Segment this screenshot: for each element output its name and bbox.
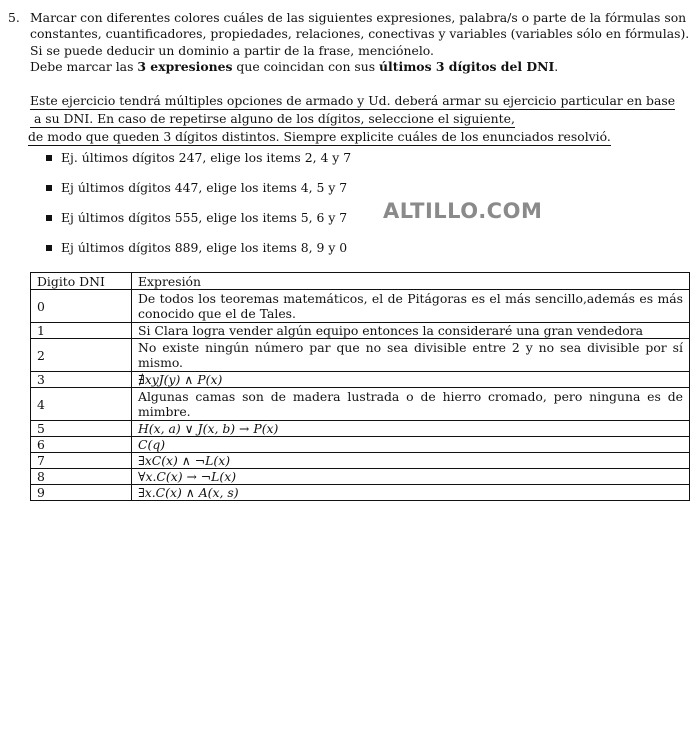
table-cell-expression: ∀x.C(x) → ¬L(x)	[132, 469, 690, 485]
instructions-line-1: Este ejercicio tendrá múltiples opciones de armado y Ud. deberá armar su ejercicio particular en base	[30, 93, 676, 108]
watermark: ALTILLO.COM	[383, 199, 543, 223]
table-cell-digit: 1	[31, 323, 132, 339]
table-cell-digit: 3	[31, 372, 132, 388]
table-cell-digit: 6	[31, 437, 132, 453]
bullet-icon	[46, 185, 52, 191]
table-cell-expression: C(q)	[132, 437, 690, 453]
table-cell-digit: 2	[31, 339, 132, 372]
question-bold-expresiones: 3 expresiones	[137, 59, 233, 75]
table-cell-digit: 4	[31, 388, 132, 421]
example-item	[46, 240, 347, 255]
table-cell-expression: ∃xC(x) ∧ ¬L(x)	[132, 453, 690, 469]
table-row	[31, 372, 690, 388]
table-header-row	[31, 273, 690, 290]
table-cell-expression: ∄xyJ(y) ∧ P(x)	[132, 372, 690, 388]
bullet-icon	[46, 155, 52, 161]
table-cell-digit: 0	[31, 290, 132, 323]
question-text	[30, 10, 692, 76]
example-text: Ej últimos dígitos 889, elige los items 8, 9 y 0	[61, 240, 348, 255]
table-cell-expression: Algunas camas son de madera lustrada o de hierro cromado, pero ninguna es de mimbre.	[132, 388, 690, 421]
example-text: Ej últimos dígitos 447, elige los items 4, 5 y 7	[61, 180, 348, 195]
table-header-digit: Digito DNI	[31, 273, 132, 290]
table-row	[31, 469, 690, 485]
bullet-icon	[46, 245, 52, 251]
example-item	[46, 210, 347, 225]
instructions-line-3: de modo que queden 3 dígitos distintos. Siempre explicite cuáles de los enunciados resolvió.	[28, 129, 611, 144]
table-cell-digit: 8	[31, 469, 132, 485]
question-number: 5.	[8, 10, 20, 25]
example-item	[46, 180, 347, 195]
table-row	[31, 453, 690, 469]
question-line-2: constantes, cuantificadores, propiedades, relaciones, conectivas y variables (variables sólo en fórmulas).	[30, 26, 690, 42]
table-header-expression: Expresión	[132, 273, 690, 290]
question-line-4-pre: Debe marcar las	[30, 59, 138, 75]
example-text: Ej. últimos dígitos 247, elige los items 2, 4 y 7	[61, 150, 352, 165]
question-line-4	[30, 59, 692, 75]
dni-expression-table	[30, 272, 690, 501]
table-cell-digit: 9	[31, 485, 132, 501]
table-cell-digit: 5	[31, 421, 132, 437]
table-row	[31, 437, 690, 453]
table-row	[31, 290, 690, 323]
question-line-1: Marcar con diferentes colores cuáles de las siguientes expresiones, palabra/s o parte de la fórmulas son	[30, 10, 687, 25]
question-block	[8, 10, 692, 76]
bullet-icon	[46, 215, 52, 221]
table-row	[31, 323, 690, 339]
table-row	[31, 421, 690, 437]
table-cell-digit: 7	[31, 453, 132, 469]
question-line-4-mid: que coincidan con sus	[232, 59, 380, 75]
table-row	[31, 388, 690, 421]
question-line-3: Si se puede deducir un dominio a partir de la frase, menciónelo.	[30, 42, 434, 58]
instructions	[30, 92, 682, 146]
instructions-line-2: a su DNI. En caso de repetirse alguno de los dígitos, seleccione el siguiente,	[30, 111, 515, 126]
question-line-4-end: .	[554, 59, 559, 75]
example-text: Ej últimos dígitos 555, elige los items 5, 6 y 7	[61, 210, 348, 225]
table-cell-expression: ∃x.C(x) ∧ A(x, s)	[132, 485, 690, 501]
table-cell-expression: H(x, a) ∨ J(x, b) → P(x)	[132, 421, 690, 437]
table-row	[31, 339, 690, 372]
example-item	[46, 150, 351, 165]
table-cell-expression: Si Clara logra vender algún equipo entonces la consideraré una gran vendedora	[132, 323, 690, 339]
table-cell-expression: No existe ningún número par que no sea divisible entre 2 y no sea divisible por sí mismo.	[132, 339, 690, 372]
table-cell-expression: De todos los teoremas matemáticos, el de Pitágoras es el más sencillo,además es más conocido que el de Tales.	[132, 290, 690, 323]
question-bold-dni: últimos 3 dígitos del DNI	[379, 59, 555, 75]
table-row	[31, 485, 690, 501]
